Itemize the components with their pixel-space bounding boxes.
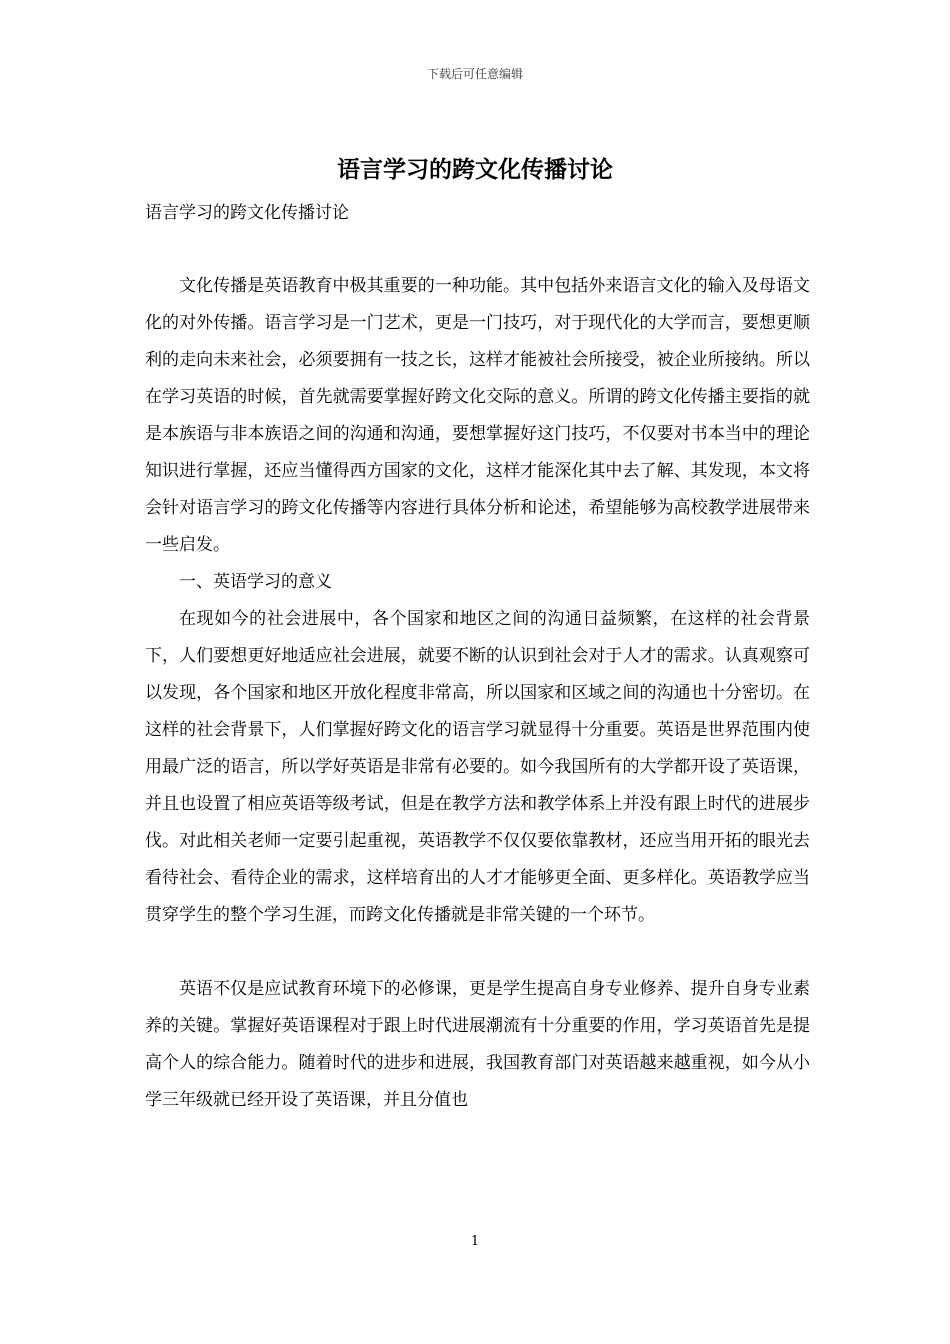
- section-heading-1: 一、英语学习的意义: [179, 572, 332, 592]
- document-title: 语言学习的跨文化传播讨论: [337, 156, 613, 183]
- document-subtitle: 语言学习的跨文化传播讨论: [145, 203, 349, 223]
- paragraph-spacer: [145, 934, 810, 971]
- body-paragraph-english-course: 英语不仅是应试教育环境下的必修课，更是学生提高自身专业修养、提升自身专业素养的关键。掌握好英语课程对于跟上时代进展潮流有十分重要的作用，学习英语首先是提高个人的综合能力。随着时代的进步和进展，我国教育部门对英语越来越重视，如今从小学三年级就已经开设了英语课，并且分值也: [145, 979, 810, 1110]
- body-paragraph-intro: 文化传播是英语教育中极其重要的一种功能。其中包括外来语言文化的输入及母语文化的对外传播。语言学习是一门艺术，更是一门技巧，对于现代化的大学而言，要想更顺利的走向未来社会，必须要拥有一技之长，这样才能被社会所接受，被企业所接纳。所以在学习英语的时候，首先就需要掌握好跨文化交际的意义。所谓的跨文化传播主要指的就是本族语与非本族语之间的沟通和沟通，要想掌握好这门技巧，不仅要对书本当中的理论知识进行掌握，还应当懂得西方国家的文化，这样才能深化其中去了解、其发现，本文将会针对语言学习的跨文化传播等内容进行具体分析和论述，希望能够为高校教学进展带来一些启发。: [145, 276, 810, 555]
- page-number: 1: [470, 1234, 480, 1249]
- document-body: [145, 268, 810, 1119]
- body-paragraph-section1: 在现如今的社会进展中，各个国家和地区之间的沟通日益频繁，在这样的社会背景下，人们要想更好地适应社会进展，就要不断的认识到社会对于人才的需求。认真观察可以发现，各个国家和地区开放化程度非常高，所以国家和区域之间的沟通也十分密切。在这样的社会背景下，人们掌握好跨文化的语言学习就显得十分重要。英语是世界范围内使用最广泛的语言，所以学好英语是非常有必要的。如今我国所有的大学都开设了英语课，并且也设置了相应英语等级考试，但是在教学方法和教学体系上并没有跟上时代的进展步伐。对此相关老师一定要引起重视，英语教学不仅仅要依靠教材，还应当用开拓的眼光去看待社会、看待企业的需求，这样培育出的人才才能够更全面、更多样化。英语教学应当贯穿学生的整个学习生涯，而跨文化传播就是非常关键的一个环节。: [145, 609, 810, 925]
- page-header-note: 下载后可任意编辑: [426, 67, 523, 81]
